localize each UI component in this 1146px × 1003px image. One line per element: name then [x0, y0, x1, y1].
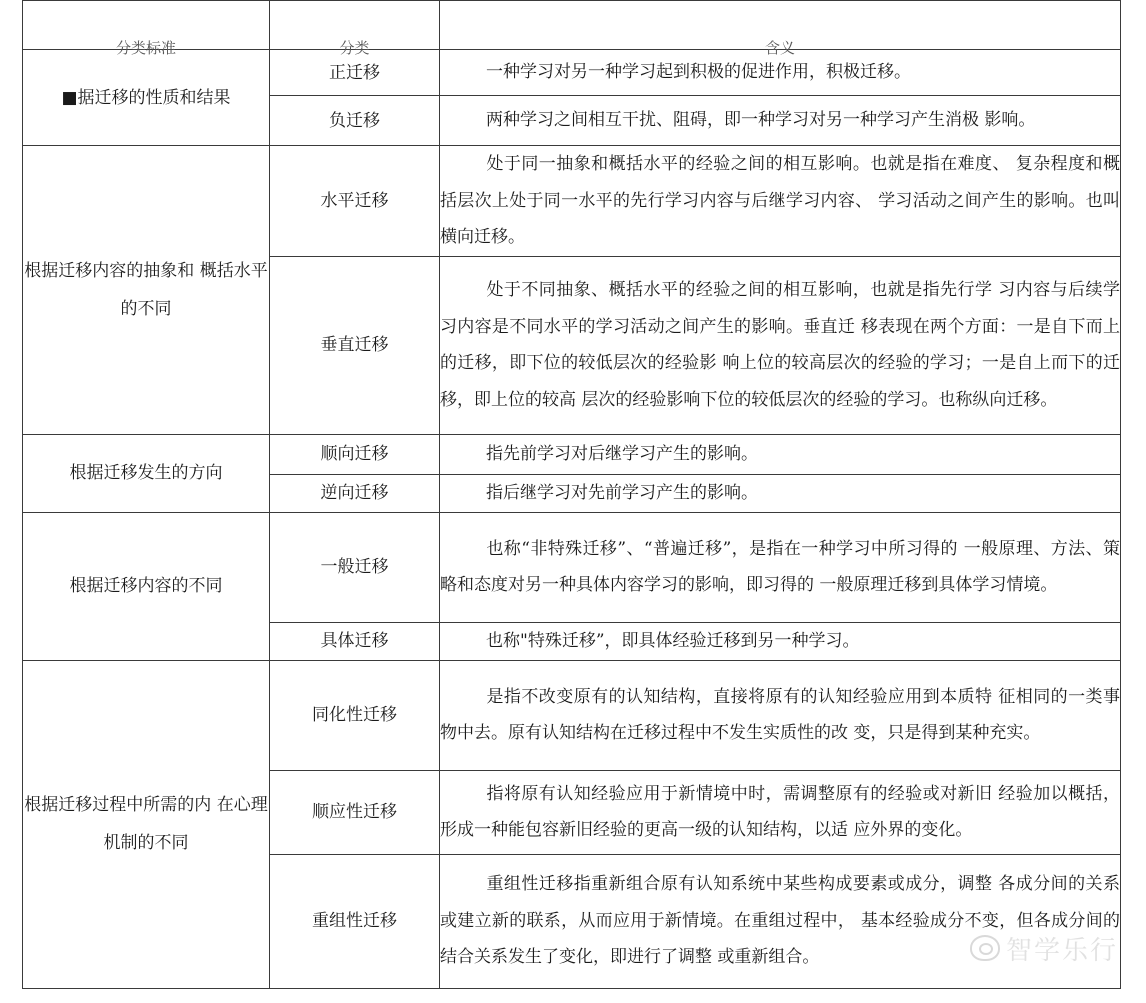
- category-cell: 垂直迁移: [270, 256, 440, 434]
- meaning-cell: 也称"特殊迁移”，即具体经验迁移到另一种学习。: [440, 622, 1121, 660]
- table-row: [23, 146, 1121, 257]
- weibo-logo-icon: [970, 935, 1000, 961]
- meaning-cell: 处于不同抽象、概括水平的经验之间的相互影响，也就是指先行学 习内容与后续学习内容是不同水平的学习活动之间产生的影响。垂直迁 移表现在两个方面：一是自下而上的迁移，即下位的较低层次的经验影 响上位的较高层次的经验的学习；一是自上而下的迁移，即上位的较高 层次的经验影响下位的较低层次的经验的学习。也称纵向迁移。: [440, 256, 1121, 434]
- category-cell: 负迁移: [270, 96, 440, 146]
- category-cell: 顺向迁移: [270, 434, 440, 474]
- table-row: [23, 512, 1121, 622]
- meaning-cell: 也称“非特殊迁移”、“普遍迁移”，是指在一种学习中所习得的 一般原理、方法、策略和态度对另一种具体内容学习的影响，即习得的 一般原理迁移到具体学习情境。: [440, 512, 1121, 622]
- transfer-classification-table: [22, 0, 1121, 989]
- standard-cell: 根据迁移内容的抽象和 概括水平的不同: [23, 146, 270, 435]
- meaning-cell: 指将原有认知经验应用于新情境中时，需调整原有的经验或对新旧 经验加以概括，形成一种能包容新旧经验的更高一级的认知结构，以适 应外界的变化。: [440, 770, 1121, 854]
- header-standard: 分类标准: [23, 1, 270, 50]
- category-cell: 一般迁移: [270, 512, 440, 622]
- header-category: 分类: [270, 1, 440, 50]
- table-row: [23, 660, 1121, 770]
- standard-cell: 根据迁移内容的不同: [23, 512, 270, 660]
- standard-cell: ■据迁移的性质和结果: [23, 50, 270, 146]
- meaning-cell: 是指不改变原有的认知结构，直接将原有的认知经验应用到本质特 征相同的一类事物中去。原有认知结构在迁移过程中不发生实质性的改 变，只是得到某种充实。: [440, 660, 1121, 770]
- watermark-text: 智学乐行: [1006, 935, 1119, 966]
- standard-cell: 根据迁移发生的方向: [23, 434, 270, 512]
- header-meaning: 含义: [440, 1, 1121, 50]
- meaning-cell: 两种学习之间相互干扰、阻碍，即一种学习对另一种学习产生消极 影响。: [440, 96, 1121, 146]
- meaning-cell: 指先前学习对后继学习产生的影响。: [440, 434, 1121, 474]
- category-cell: 重组性迁移: [270, 854, 440, 988]
- table-header-row: [23, 1, 1121, 50]
- standard-cell: 根据迁移过程中所需的内 在心理机制的不同: [23, 660, 270, 988]
- meaning-cell: 一种学习对另一种学习起到积极的促进作用，积极迁移。: [440, 50, 1121, 96]
- meaning-cell: 重组性迁移指重新组合原有认知系统中某些构成要素或成分，调整 各成分间的关系或建立新的联系，从而应用于新情境。在重组过程中， 基本经验成分不变，但各成分间的结合关系发生了变化，即进行了调整 或重新组合。: [440, 854, 1121, 988]
- category-cell: 顺应性迁移: [270, 770, 440, 854]
- meaning-cell: 处于同一抽象和概括水平的经验之间的相互影响。也就是指在难度、 复杂程度和概括层次上处于同一水平的先行学习内容与后继学习内容、 学习活动之间产生的影响。也叫横向迁移。: [440, 146, 1121, 257]
- category-cell: 逆向迁移: [270, 474, 440, 512]
- category-cell: 正迁移: [270, 50, 440, 96]
- category-cell: 水平迁移: [270, 146, 440, 257]
- table-row: [23, 434, 1121, 474]
- category-cell: 同化性迁移: [270, 660, 440, 770]
- category-cell: 具体迁移: [270, 622, 440, 660]
- watermark: [970, 928, 1140, 968]
- meaning-cell: 指后继学习对先前学习产生的影响。: [440, 474, 1121, 512]
